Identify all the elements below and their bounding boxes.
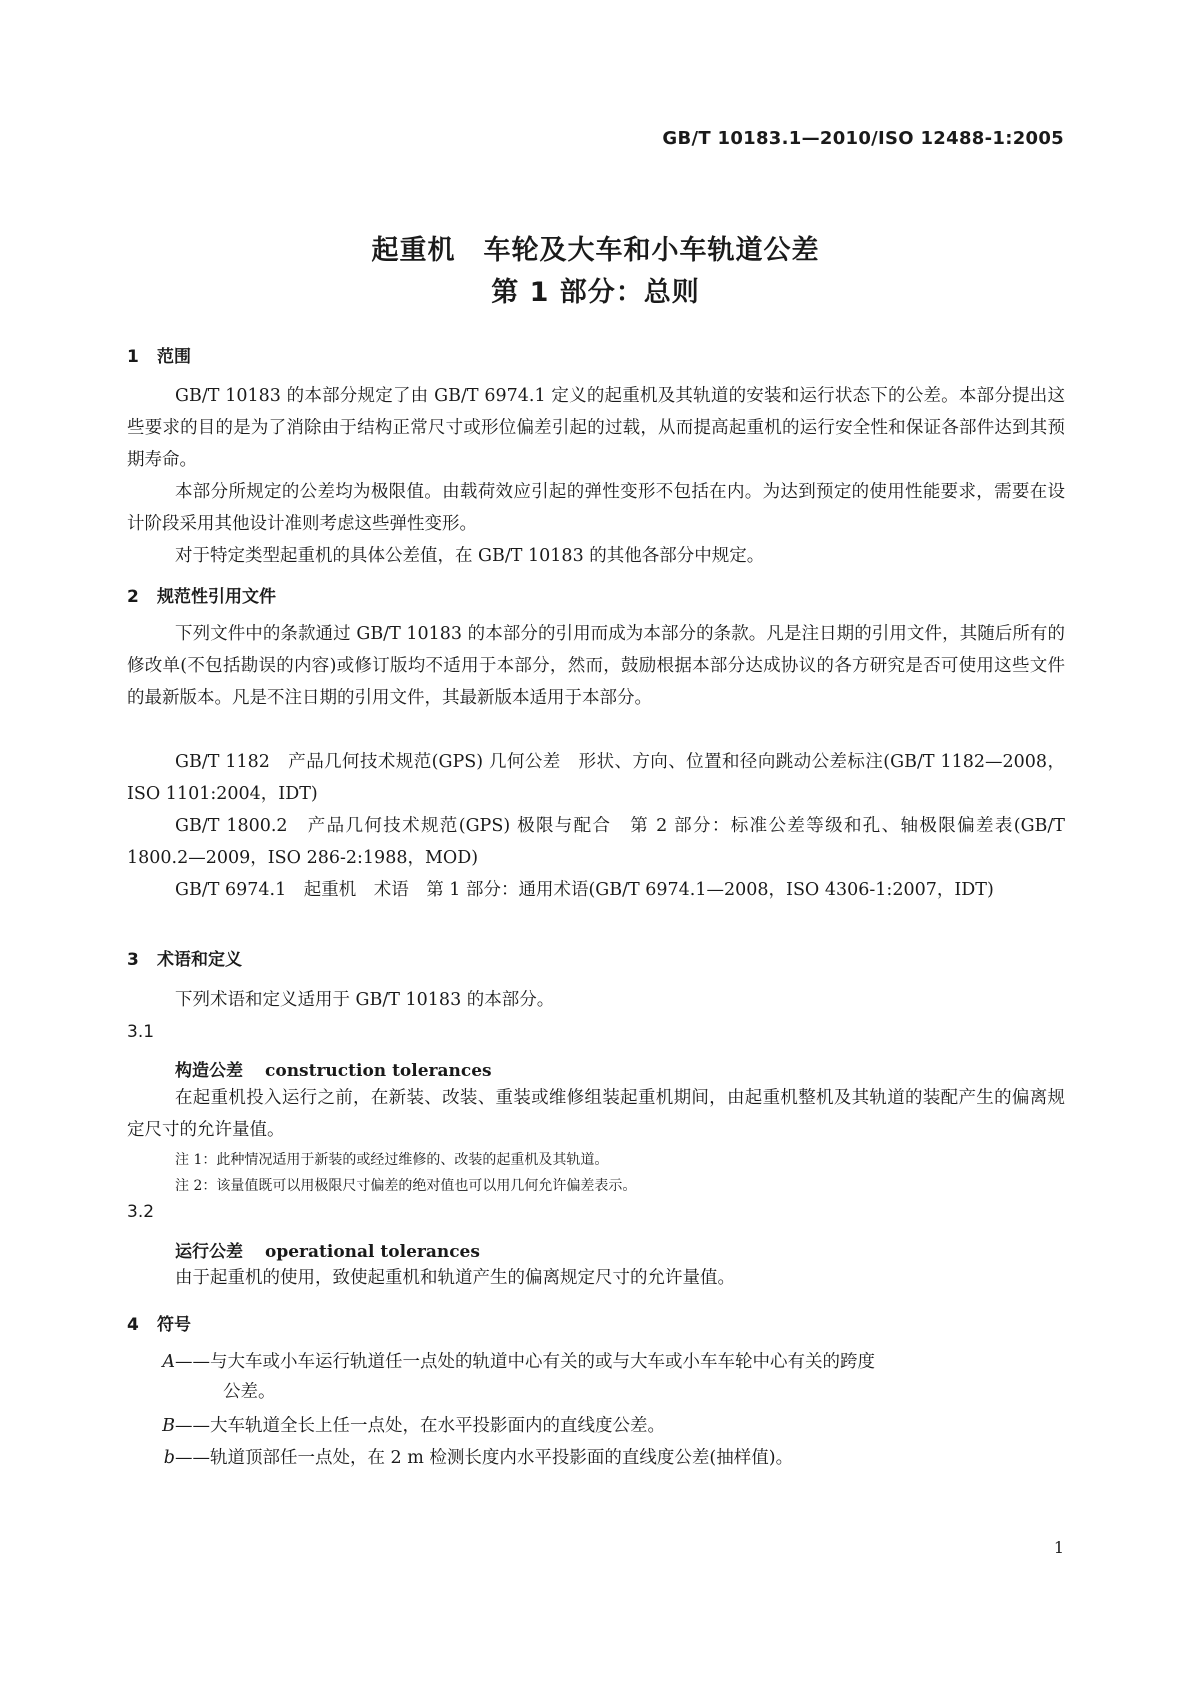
section-1-paragraph-2: 本部分所规定的公差均为极限值。由载荷效应引起的弹性变形不包括在内。为达到预定的使用性能要求，需要在设计阶段采用其他设计准则考虑这些弹性变形。 (127, 482, 1065, 534)
term-3-1-note-1: 注 1：此种情况适用于新装的或经过维修的、改装的起重机及其轨道。 (175, 1152, 609, 1168)
symbol-key: b (163, 1448, 175, 1468)
term-chinese: 构造公差 (175, 1061, 243, 1081)
document-title: 起重机 车轮及大车和小车轨道公差 (371, 235, 820, 266)
symbol-A (127, 1346, 1065, 1378)
symbol-A-continuation: 公差。 (223, 1382, 276, 1402)
section-title: 范围 (157, 347, 191, 367)
section-title: 符号 (157, 1315, 191, 1335)
section-number: 2 (127, 587, 139, 607)
section-2-paragraph-1: 下列文件中的条款通过 GB/T 10183 的本部分的引用而成为本部分的条款。凡是注日期的引用文件，其随后所有的修改单(不包括勘误的内容)或修订版均不适用于本部分，然而，鼓励根据本部分达成协议的各方研究是否可使用这些文件的最新版本。凡是不注日期的引用文件，其最新版本适用于本部分。 (127, 624, 1065, 708)
term-3-2-definition: 由于起重机的使用，致使起重机和轨道产生的偏离规定尺寸的允许量值。 (175, 1268, 735, 1288)
section-4-heading (127, 1310, 191, 1335)
term-english: construction tolerances (265, 1061, 492, 1081)
symbol-b (127, 1442, 1065, 1474)
term-3-2-number: 3.2 (127, 1202, 155, 1222)
term-3-1-definition: 在起重机投入运行之前，在新装、改装、重装或维修组装起重机期间，由起重机整机及其轨道的装配产生的偏离规定尺寸的允许量值。 (127, 1088, 1065, 1140)
section-1-paragraph-3: 对于特定类型起重机的具体公差值，在 GB/T 10183 的其他各部分中规定。 (175, 546, 765, 566)
reference-gbt-6974-1: GB/T 6974.1 起重机 术语 第 1 部分：通用术语(GB/T 6974.1—2008，ISO 4306-1:2007，IDT) (175, 880, 994, 900)
symbol-key: B (162, 1416, 175, 1436)
standard-code: GB/T 10183.1—2010/ISO 12488-1:2005 (662, 128, 1064, 149)
page-number: 1 (1053, 1538, 1064, 1557)
symbol-key: A (162, 1352, 175, 1372)
section-number: 1 (127, 347, 139, 367)
section-1-paragraph-1: GB/T 10183 的本部分规定了由 GB/T 6974.1 定义的起重机及其轨道的安装和运行状态下的公差。本部分提出这些要求的目的是为了消除由于结构正常尺寸或形位偏差引起的过载，从而提高起重机的运行安全性和保证各部件达到其预期寿命。 (127, 386, 1065, 470)
symbol-B (127, 1410, 1065, 1442)
section-1-heading (127, 342, 191, 367)
term-3-1-number: 3.1 (127, 1022, 155, 1042)
reference-gbt-1182: GB/T 1182 产品几何技术规范(GPS) 几何公差 形状、方向、位置和径向跳动公差标注(GB/T 1182—2008，ISO 1101:2004，IDT) (127, 752, 1065, 804)
symbol-description: ——大车轨道全长上任一点处，在水平投影面内的直线度公差。 (175, 1416, 665, 1436)
reference-gbt-1800-2: GB/T 1800.2 产品几何技术规范(GPS) 极限与配合 第 2 部分：标准公差等级和孔、轴极限偏差表(GB/T 1800.2—2009，ISO 286-2:1988，MOD) (127, 816, 1065, 868)
term-3-1-title (175, 1056, 492, 1081)
section-3-heading (127, 945, 242, 970)
symbol-description: ——与大车或小车运行轨道任一点处的轨道中心有关的或与大车或小车车轮中心有关的跨度 (175, 1352, 875, 1372)
section-title: 规范性引用文件 (157, 587, 276, 607)
section-title: 术语和定义 (157, 950, 242, 970)
term-chinese: 运行公差 (175, 1242, 243, 1262)
term-3-2-title (175, 1237, 480, 1262)
term-english: operational tolerances (265, 1242, 480, 1262)
section-3-intro: 下列术语和定义适用于 GB/T 10183 的本部分。 (175, 990, 555, 1010)
section-number: 4 (127, 1315, 139, 1335)
document-subtitle: 第 1 部分：总则 (491, 277, 700, 308)
symbol-description: ——轨道顶部任一点处，在 2 m 检测长度内水平投影面的直线度公差(抽样值)。 (175, 1448, 794, 1468)
term-3-1-note-2: 注 2：该量值既可以用极限尺寸偏差的绝对值也可以用几何允许偏差表示。 (175, 1178, 637, 1194)
section-number: 3 (127, 950, 139, 970)
section-2-heading (127, 582, 276, 607)
